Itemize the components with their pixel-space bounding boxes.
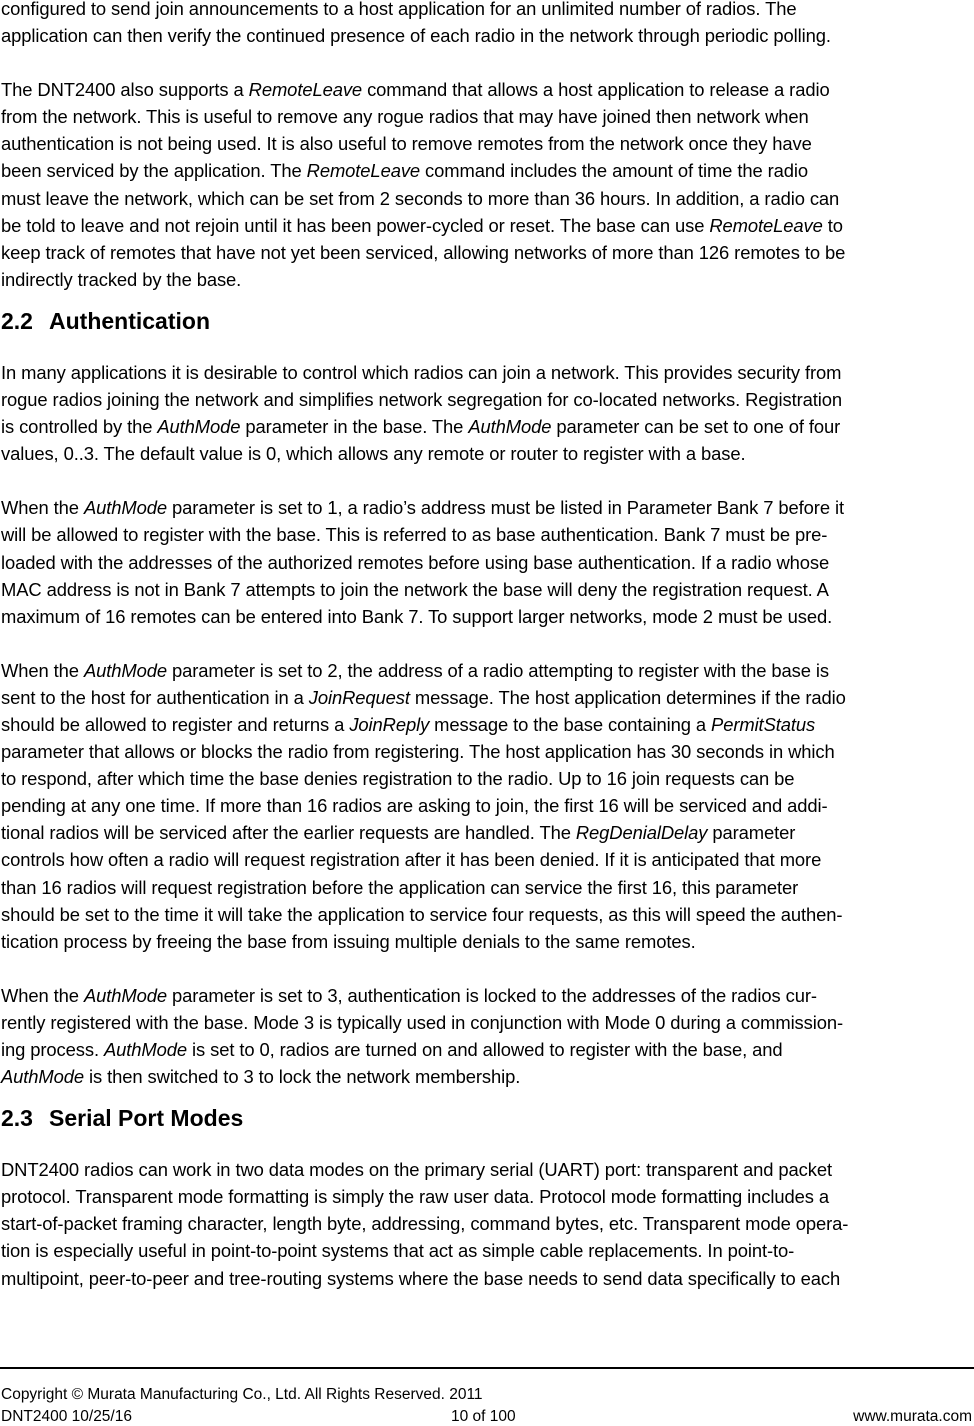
term-remoteleave: RemoteLeave bbox=[306, 160, 421, 182]
text-line: configured to send join announcements to a host application for an unlimited number of radios. The bbox=[1, 0, 797, 19]
text-line bbox=[1, 494, 973, 521]
text-line bbox=[1, 657, 973, 684]
text-line: from the network. This is useful to remove any rogue radios that may have joined then network when bbox=[1, 106, 809, 128]
paragraph-remote-leave bbox=[1, 76, 973, 293]
term-authmode: AuthMode bbox=[468, 416, 552, 438]
term-permitstatus: PermitStatus bbox=[711, 713, 816, 735]
text-line bbox=[1, 157, 973, 184]
section-title: Authentication bbox=[49, 307, 210, 334]
text-line bbox=[1, 819, 973, 846]
text-run: parameter is set to 2, the address of a radio attempting to register with the base is bbox=[166, 659, 829, 681]
text-run: When the bbox=[1, 497, 84, 519]
text-line: start-of-packet framing character, length byte, addressing, command bytes, etc. Transparent mode opera- bbox=[1, 1213, 849, 1235]
text-line: In many applications it is desirable to control which radios can join a network. This provides security from bbox=[1, 361, 842, 383]
text-run: parameter is set to 1, a radio’s address must be listed in Parameter Bank 7 before it bbox=[166, 497, 844, 519]
text-line: tication process by freeing the base from issuing multiple denials to the same remotes. bbox=[1, 930, 696, 952]
text-run: been serviced by the application. The bbox=[1, 160, 307, 182]
term-remoteleave: RemoteLeave bbox=[709, 214, 823, 236]
text-line: must leave the network, which can be set from 2 seconds to more than 36 hours. In addition, a radio can bbox=[1, 187, 840, 209]
text-run: sent to the host for authentication in a bbox=[1, 686, 309, 708]
paragraph-authmode-1 bbox=[1, 494, 973, 629]
text-run: parameter is set to 3, authentication is locked to the addresses of the radios cur- bbox=[166, 984, 817, 1006]
term-authmode: AuthMode bbox=[1, 1066, 85, 1088]
term-authmode: AuthMode bbox=[83, 497, 167, 519]
text-line: tion is especially useful in point-to-point systems that act as simple cable replacements. In point-to- bbox=[1, 1240, 795, 1262]
footer-copyright-row bbox=[1, 1386, 972, 1404]
text-line bbox=[1, 212, 973, 239]
footer-copyright: Copyright © Murata Manufacturing Co., Ltd. All Rights Reserved. 2011 bbox=[1, 1386, 483, 1403]
text-line bbox=[1, 413, 973, 440]
text-line: rogue radios joining the network and simplifies network segregation for co-located networks. Registration bbox=[1, 389, 843, 411]
text-line: to respond, after which time the base denies registration to the radio. Up to 16 join requests can be bbox=[1, 768, 795, 790]
text-run: command includes the amount of time the radio bbox=[420, 160, 808, 182]
text-line: application can then verify the continued presence of each radio in the network through periodic polling. bbox=[1, 25, 831, 47]
term-remoteleave: RemoteLeave bbox=[248, 79, 363, 101]
paragraph-authmode-3 bbox=[1, 982, 973, 1090]
text-run: parameter bbox=[707, 822, 796, 844]
text-line: indirectly tracked by the base. bbox=[1, 268, 242, 290]
term-authmode: AuthMode bbox=[83, 984, 167, 1006]
paragraph-serial-modes bbox=[1, 1156, 973, 1291]
footer-divider bbox=[0, 1367, 974, 1369]
text-run: When the bbox=[1, 659, 84, 681]
page-content bbox=[1, 0, 973, 1292]
section-number: 2.2 bbox=[1, 307, 33, 334]
text-line: loaded with the addresses of the authorized remotes before using base authentication. If a radio whose bbox=[1, 551, 830, 573]
text-run: parameter in the base. The bbox=[240, 416, 469, 438]
text-line: will be allowed to register with the base. This is referred to as base authentication. Bank 7 must be pre- bbox=[1, 524, 828, 546]
text-line: parameter that allows or blocks the radio from registering. The host application has 30 seconds in which bbox=[1, 741, 835, 763]
text-line: controls how often a radio will request registration after it has been denied. If it is anticipated that more bbox=[1, 849, 822, 871]
text-run: is set to 0, radios are turned on and allowed to register with the base, and bbox=[187, 1039, 783, 1060]
text-line bbox=[1, 711, 973, 738]
paragraph-authentication-intro bbox=[1, 359, 973, 467]
text-run: to bbox=[822, 214, 843, 236]
section-title: Serial Port Modes bbox=[49, 1105, 244, 1132]
text-run: tional radios will be serviced after the earlier requests are handled. The bbox=[1, 822, 576, 844]
section-heading-serial-port-modes bbox=[1, 1103, 973, 1133]
text-run: message to the base containing a bbox=[429, 713, 712, 735]
term-joinrequest: JoinRequest bbox=[308, 686, 410, 708]
text-line: multipoint, peer-to-peer and tree-routing systems where the base needs to send data specifically to each bbox=[1, 1267, 841, 1289]
text-line: pending at any one time. If more than 16 radios are asking to join, the first 16 will be serviced and addi- bbox=[1, 795, 828, 817]
text-run: is controlled by the bbox=[1, 416, 158, 438]
text-run: should be allowed to register and returns a bbox=[1, 713, 350, 735]
text-line: keep track of remotes that have not yet been serviced, allowing networks of more than 126 remotes to be bbox=[1, 241, 846, 263]
text-run: parameter can be set to one of four bbox=[551, 416, 841, 438]
text-line bbox=[1, 76, 973, 103]
term-authmode: AuthMode bbox=[157, 416, 241, 438]
text-line: should be set to the time it will take the application to service four requests, as this will speed the authen- bbox=[1, 903, 843, 925]
footer-info-row bbox=[1, 1408, 972, 1426]
text-run: The DNT2400 also supports a bbox=[1, 79, 249, 101]
text-run: be told to leave and not rejoin until it has been power-cycled or reset. The base can use bbox=[1, 214, 710, 236]
text-line: values, 0..3. The default value is 0, which allows any remote or router to register with a base. bbox=[1, 443, 746, 465]
text-line bbox=[1, 982, 973, 1009]
text-run: ing process. bbox=[1, 1039, 104, 1060]
paragraph-authmode-2 bbox=[1, 657, 973, 955]
term-authmode: AuthMode bbox=[103, 1039, 188, 1060]
text-line: authentication is not being used. It is also useful to remove remotes from the network once they have bbox=[1, 133, 812, 155]
section-number: 2.3 bbox=[1, 1105, 33, 1132]
text-line: rently registered with the base. Mode 3 is typically used in conjunction with Mode 0 during a commission- bbox=[1, 1011, 844, 1033]
term-joinreply: JoinReply bbox=[349, 713, 430, 735]
text-line bbox=[1, 1036, 973, 1063]
footer-page-number: 10 of 100 bbox=[451, 1408, 516, 1425]
text-line: than 16 radios will request registration before the application can service the first 16, this parameter bbox=[1, 876, 799, 898]
term-authmode: AuthMode bbox=[83, 659, 167, 681]
text-run: When the bbox=[1, 984, 84, 1006]
text-line: maximum of 16 remotes can be entered into Bank 7. To support larger networks, mode 2 must be used. bbox=[1, 605, 833, 627]
text-line: protocol. Transparent mode formatting is simply the raw user data. Protocol mode formatting includes a bbox=[1, 1186, 829, 1208]
text-line: DNT2400 radios can work in two data modes on the primary serial (UART) port: transparent and packet bbox=[1, 1159, 833, 1181]
text-line: MAC address is not in Bank 7 attempts to join the network the base will deny the registration request. A bbox=[1, 578, 829, 600]
text-line bbox=[1, 1063, 973, 1090]
footer-doc-id: DNT2400 10/25/16 bbox=[1, 1408, 132, 1425]
paragraph-join-announcements bbox=[1, 0, 973, 49]
term-regdenialdelay: RegDenialDelay bbox=[575, 822, 708, 844]
text-run: message. The host application determines if the radio bbox=[409, 686, 846, 708]
section-heading-authentication bbox=[1, 306, 973, 336]
text-run: command that allows a host application to release a radio bbox=[362, 79, 830, 101]
text-line bbox=[1, 684, 973, 711]
text-run: is then switched to 3 to lock the network membership. bbox=[84, 1066, 521, 1088]
footer-url: www.murata.com bbox=[853, 1408, 972, 1425]
